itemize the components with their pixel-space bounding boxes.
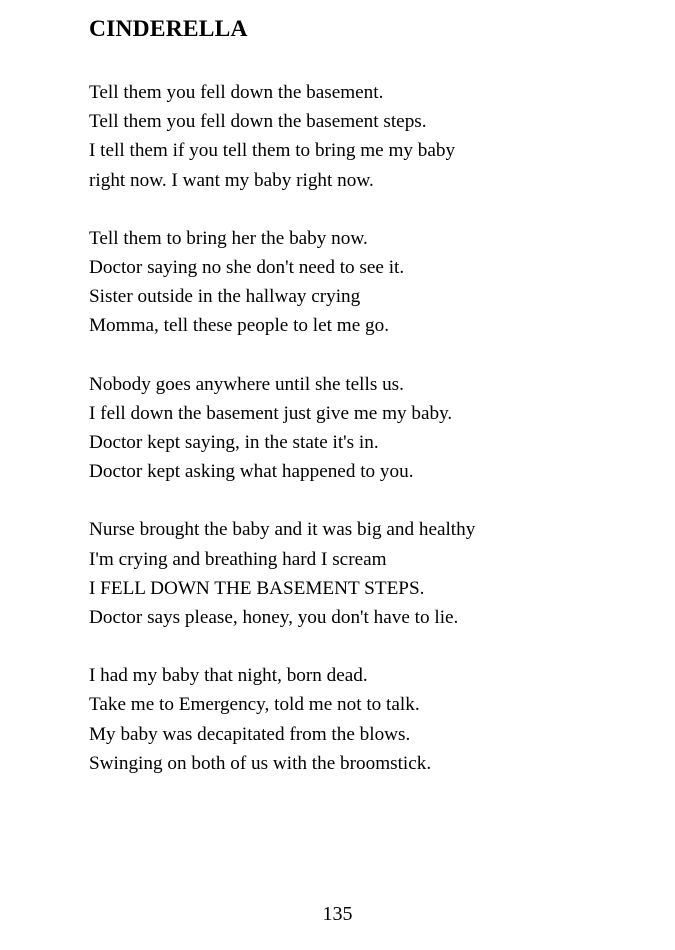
poem-body <box>89 78 649 807</box>
poem-line: I FELL DOWN THE BASEMENT STEPS. <box>89 577 425 599</box>
poem-line: Take me to Emergency, told me not to talk. <box>89 694 420 716</box>
page-number: 135 <box>322 903 353 925</box>
poem-line: Doctor says please, honey, you don't have to lie. <box>89 607 459 629</box>
stanza-3 <box>89 370 649 487</box>
stanza-4 <box>89 515 649 632</box>
poem-line: Sister outside in the hallway crying <box>89 286 361 308</box>
poem-line: Nobody goes anywhere until she tells us. <box>89 373 404 395</box>
poem-line: I had my baby that night, born dead. <box>89 665 368 687</box>
poem-line: Tell them you fell down the basement steps. <box>89 111 427 133</box>
poem-line: I fell down the basement just give me my baby. <box>89 402 453 424</box>
poem-line: I'm crying and breathing hard I scream <box>89 548 387 570</box>
stanza-2 <box>89 224 649 341</box>
poem-line: My baby was decapitated from the blows. <box>89 723 411 745</box>
poem-line: Momma, tell these people to let me go. <box>89 315 390 337</box>
poem-title: CINDERELLA <box>89 16 248 42</box>
stanza-5 <box>89 661 649 778</box>
poem-line: right now. I want my baby right now. <box>89 169 374 191</box>
poem-line: Doctor saying no she don't need to see it. <box>89 257 405 279</box>
poem-line: Doctor kept asking what happened to you. <box>89 461 414 483</box>
stanza-1 <box>89 78 649 195</box>
poem-line: Doctor kept saying, in the state it's in. <box>89 432 379 454</box>
poem-line: Tell them to bring her the baby now. <box>89 227 368 249</box>
poem-line: Swinging on both of us with the broomstick. <box>89 752 432 774</box>
poem-line: Nurse brought the baby and it was big and healthy <box>89 519 476 541</box>
poem-line: I tell them if you tell them to bring me my baby <box>89 140 456 162</box>
poem-line: Tell them you fell down the basement. <box>89 82 384 103</box>
